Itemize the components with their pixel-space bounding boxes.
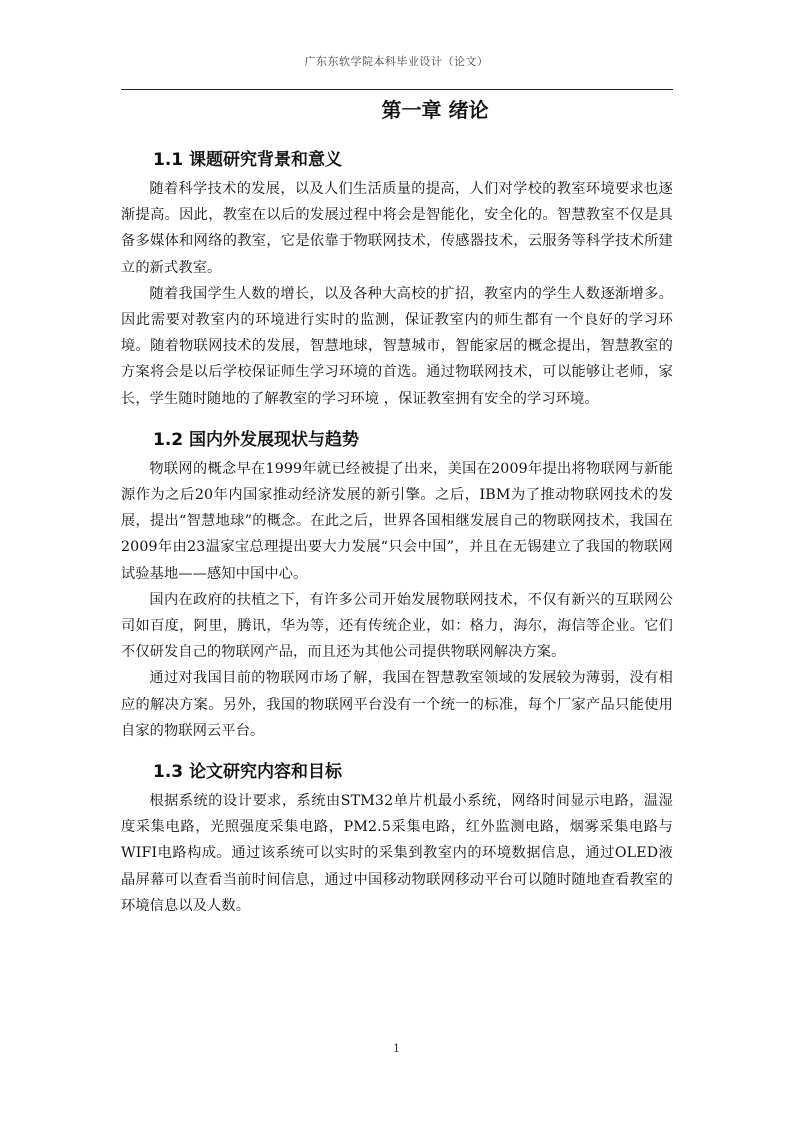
paragraph: 随着我国学生人数的增长，以及各种大高校的扩招，教室内的学生人数逐渐增多。因此需要对教室内的环境进行实时的监测，保证教室内的师生都有一个良好的学习环境。随着物联网技术的发展，智慧地球，智慧城市，智能家居的概念提出，智慧教室的方案将会是以后学校保证师生学习环境的首选。通过物联网技术，可以能够让老师，家长，学生随时随地的了解教室的学习环境 ，保证教室拥有安全的学习环境。 xyxy=(121,285,673,407)
running-header: 广东东软学院本科毕业设计（论文） xyxy=(304,55,489,68)
paragraph: 物联网的概念早在1999年就已经被提了出来，美国在2009年提出将物联网与新能源作为之后20年内国家推动经济发展的新引擎。之后，IBM为了推动物联网技术的发展，提出“智慧地球”的概念。在此之后，世界各国相继发展自己的物联网技术，我国在2009年由23温家宝总理提出要大力发展“只会中国”，并且在无锡建立了我国的物联网试验基地——感知中国中心。 xyxy=(121,460,673,582)
page-number: 1 xyxy=(393,1042,400,1055)
section-title-1-3: 1.3 论文研究内容和目标 xyxy=(153,762,343,783)
chapter-title: 第一章 绪论 xyxy=(381,98,489,122)
paragraph: 随着科学技术的发展，以及人们生活质量的提高，人们对学校的教室环境要求也逐渐提高。因此，教室在以后的发展过程中将会是智能化，安全化的。智慧教室不仅是具备多媒体和网络的教室，它是依靠于物联网技术，传感器技术，云服务等科学技术所建立的新式教室。 xyxy=(121,181,673,276)
paragraph: 国内在政府的扶植之下，有许多公司开始发展物联网技术，不仅有新兴的互联网公司如百度，阿里，腾讯，华为等，还有传统企业，如：格力，海尔，海信等企业。它们不仅研发自己的物联网产品，而且还为其他公司提供物联网解决方案。 xyxy=(121,591,673,661)
page-body xyxy=(121,144,673,919)
section-title-1-1: 1.1 课题研究背景和意义 xyxy=(153,150,343,170)
header-rule xyxy=(121,89,673,90)
paragraph: 通过对我国目前的物联网市场了解，我国在智慧教室领域的发展较为薄弱，没有相应的解决方案。另外，我国的物联网平台没有一个统一的标准，每个厂家产品只能使用自家的物联网云平台。 xyxy=(121,670,673,739)
paragraph: 根据系统的设计要求，系统由STM32单片机最小系统，网络时间显示电路，温湿度采集电路，光照强度采集电路，PM2.5采集电路，红外监测电路，烟雾采集电路与WIFI电路构成。通过该系统可以实时的采集到教室内的环境数据信息，通过OLED液晶屏幕可以查看当前时间信息，通过中国移动物联网移动平台可以随时随地查看教室的环境信息以及人数。 xyxy=(121,793,673,914)
section-title-1-2: 1.2 国内外发展现状与趋势 xyxy=(153,429,360,450)
